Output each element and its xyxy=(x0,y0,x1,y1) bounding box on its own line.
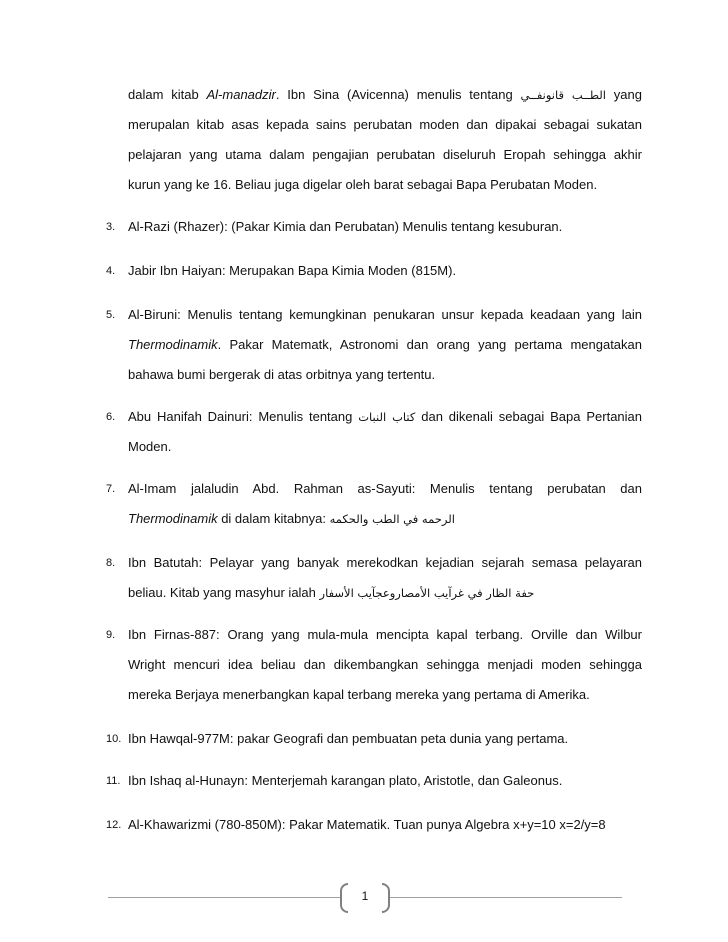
item-9-line-2: Wright mencuri idea beliau dan dikembangkan sehingga menjadi moden sehingga xyxy=(128,657,642,672)
item-4-line-1: Jabir Ibn Haiyan: Merupakan Bapa Kimia Moden (815M). xyxy=(128,263,457,278)
continuation-line-3: pelajaran yang utama dalam pengajian perubatan diseluruh Eropah sehingga akhir xyxy=(128,147,642,162)
item-5-line-3: bahawa bumi bergerak di atas orbitnya yang tertentu. xyxy=(128,367,436,382)
item-11-number: 11. xyxy=(106,775,121,787)
item-4-number: 4. xyxy=(106,265,116,277)
item-7-line-1: Al-Imam jalaludin Abd. Rahman as-Sayuti: Menulis tentang perubatan dan xyxy=(128,481,642,496)
arabic-title-qanun: الطــب قانونفــي xyxy=(520,88,606,102)
item-12-number: 12. xyxy=(106,819,122,831)
item-9-line-1: Ibn Firnas-887: Orang yang mula-mula mencipta kapal terbang. Orville dan Wilbur xyxy=(128,627,642,642)
page-number: 1 xyxy=(361,889,369,903)
arabic-title-rihlah: حفة الظار في غرآيب الأمصاروعجآيب الأسفار xyxy=(319,586,535,600)
item-3-line-1: Al-Razi (Rhazer): (Pakar Kimia dan Perubatan) Menulis tentang kesuburan. xyxy=(128,219,563,234)
item-6-line-1: Abu Hanifah Dainuri: Menulis tentang كتاب النبات dan dikenali sebagai Bapa Pertanian xyxy=(128,409,642,424)
page-number-box xyxy=(340,883,390,911)
item-5-line-2: Thermodinamik. Pakar Matematk, Astronomi dan orang yang pertama mengatakan xyxy=(128,337,642,352)
continuation-line-1: dalam kitab Al-manadzir. Ibn Sina (Avicenna) menulis tentang الطــب قانونفــي yang xyxy=(128,87,642,102)
right-bracket-decoration xyxy=(382,883,390,913)
item-6-line-2: Moden. xyxy=(128,439,172,454)
item-5-line-1: Al-Biruni: Menulis tentang kemungkinan penukaran unsur kepada keadaan yang lain xyxy=(128,307,642,322)
item-8-line-1: Ibn Batutah: Pelayar yang banyak merekodkan kejadian sejarah semasa pelayaran xyxy=(128,555,642,570)
item-12-line-1: Al-Khawarizmi (780-850M): Pakar Matematik. Tuan punya Algebra x+y=10 x=2/y=8 xyxy=(128,817,606,832)
item-7-number: 7. xyxy=(106,483,116,495)
item-9-line-3: mereka Berjaya menerbangkan kapal terbang mereka yang pertama di Amerika. xyxy=(128,687,590,702)
item-10-number: 10. xyxy=(106,733,122,745)
item-9-number: 9. xyxy=(106,629,116,641)
continuation-line-2: merupalan kitab asas kepada sains perubatan moden dan dipakai sebagai sukatan xyxy=(128,117,642,132)
item-3-number: 3. xyxy=(106,221,116,233)
arabic-title-rahmah: الرحمه في الطب والحكمه xyxy=(329,512,455,526)
item-7-line-2: Thermodinamik di dalam kitabnya: الرحمه في الطب والحكمه xyxy=(128,511,455,526)
item-5-number: 5. xyxy=(106,309,116,321)
item-8-number: 8. xyxy=(106,557,116,569)
item-8-line-2: beliau. Kitab yang masyhur ialah حفة الظار في غرآيب الأمصاروعجآيب الأسفار xyxy=(128,585,535,600)
item-10-line-1: Ibn Hawqal-977M: pakar Geografi dan pembuatan peta dunia yang pertama. xyxy=(128,731,569,746)
arabic-title-kitab-nabat: كتاب النبات xyxy=(358,410,416,424)
item-11-line-1: Ibn Ishaq al-Hunayn: Menterjemah karangan plato, Aristotle, dan Galeonus. xyxy=(128,773,563,788)
continuation-line-4: kurun yang ke 16. Beliau juga digelar oleh barat sebagai Bapa Perubatan Moden. xyxy=(128,177,598,192)
item-6-number: 6. xyxy=(106,411,116,423)
